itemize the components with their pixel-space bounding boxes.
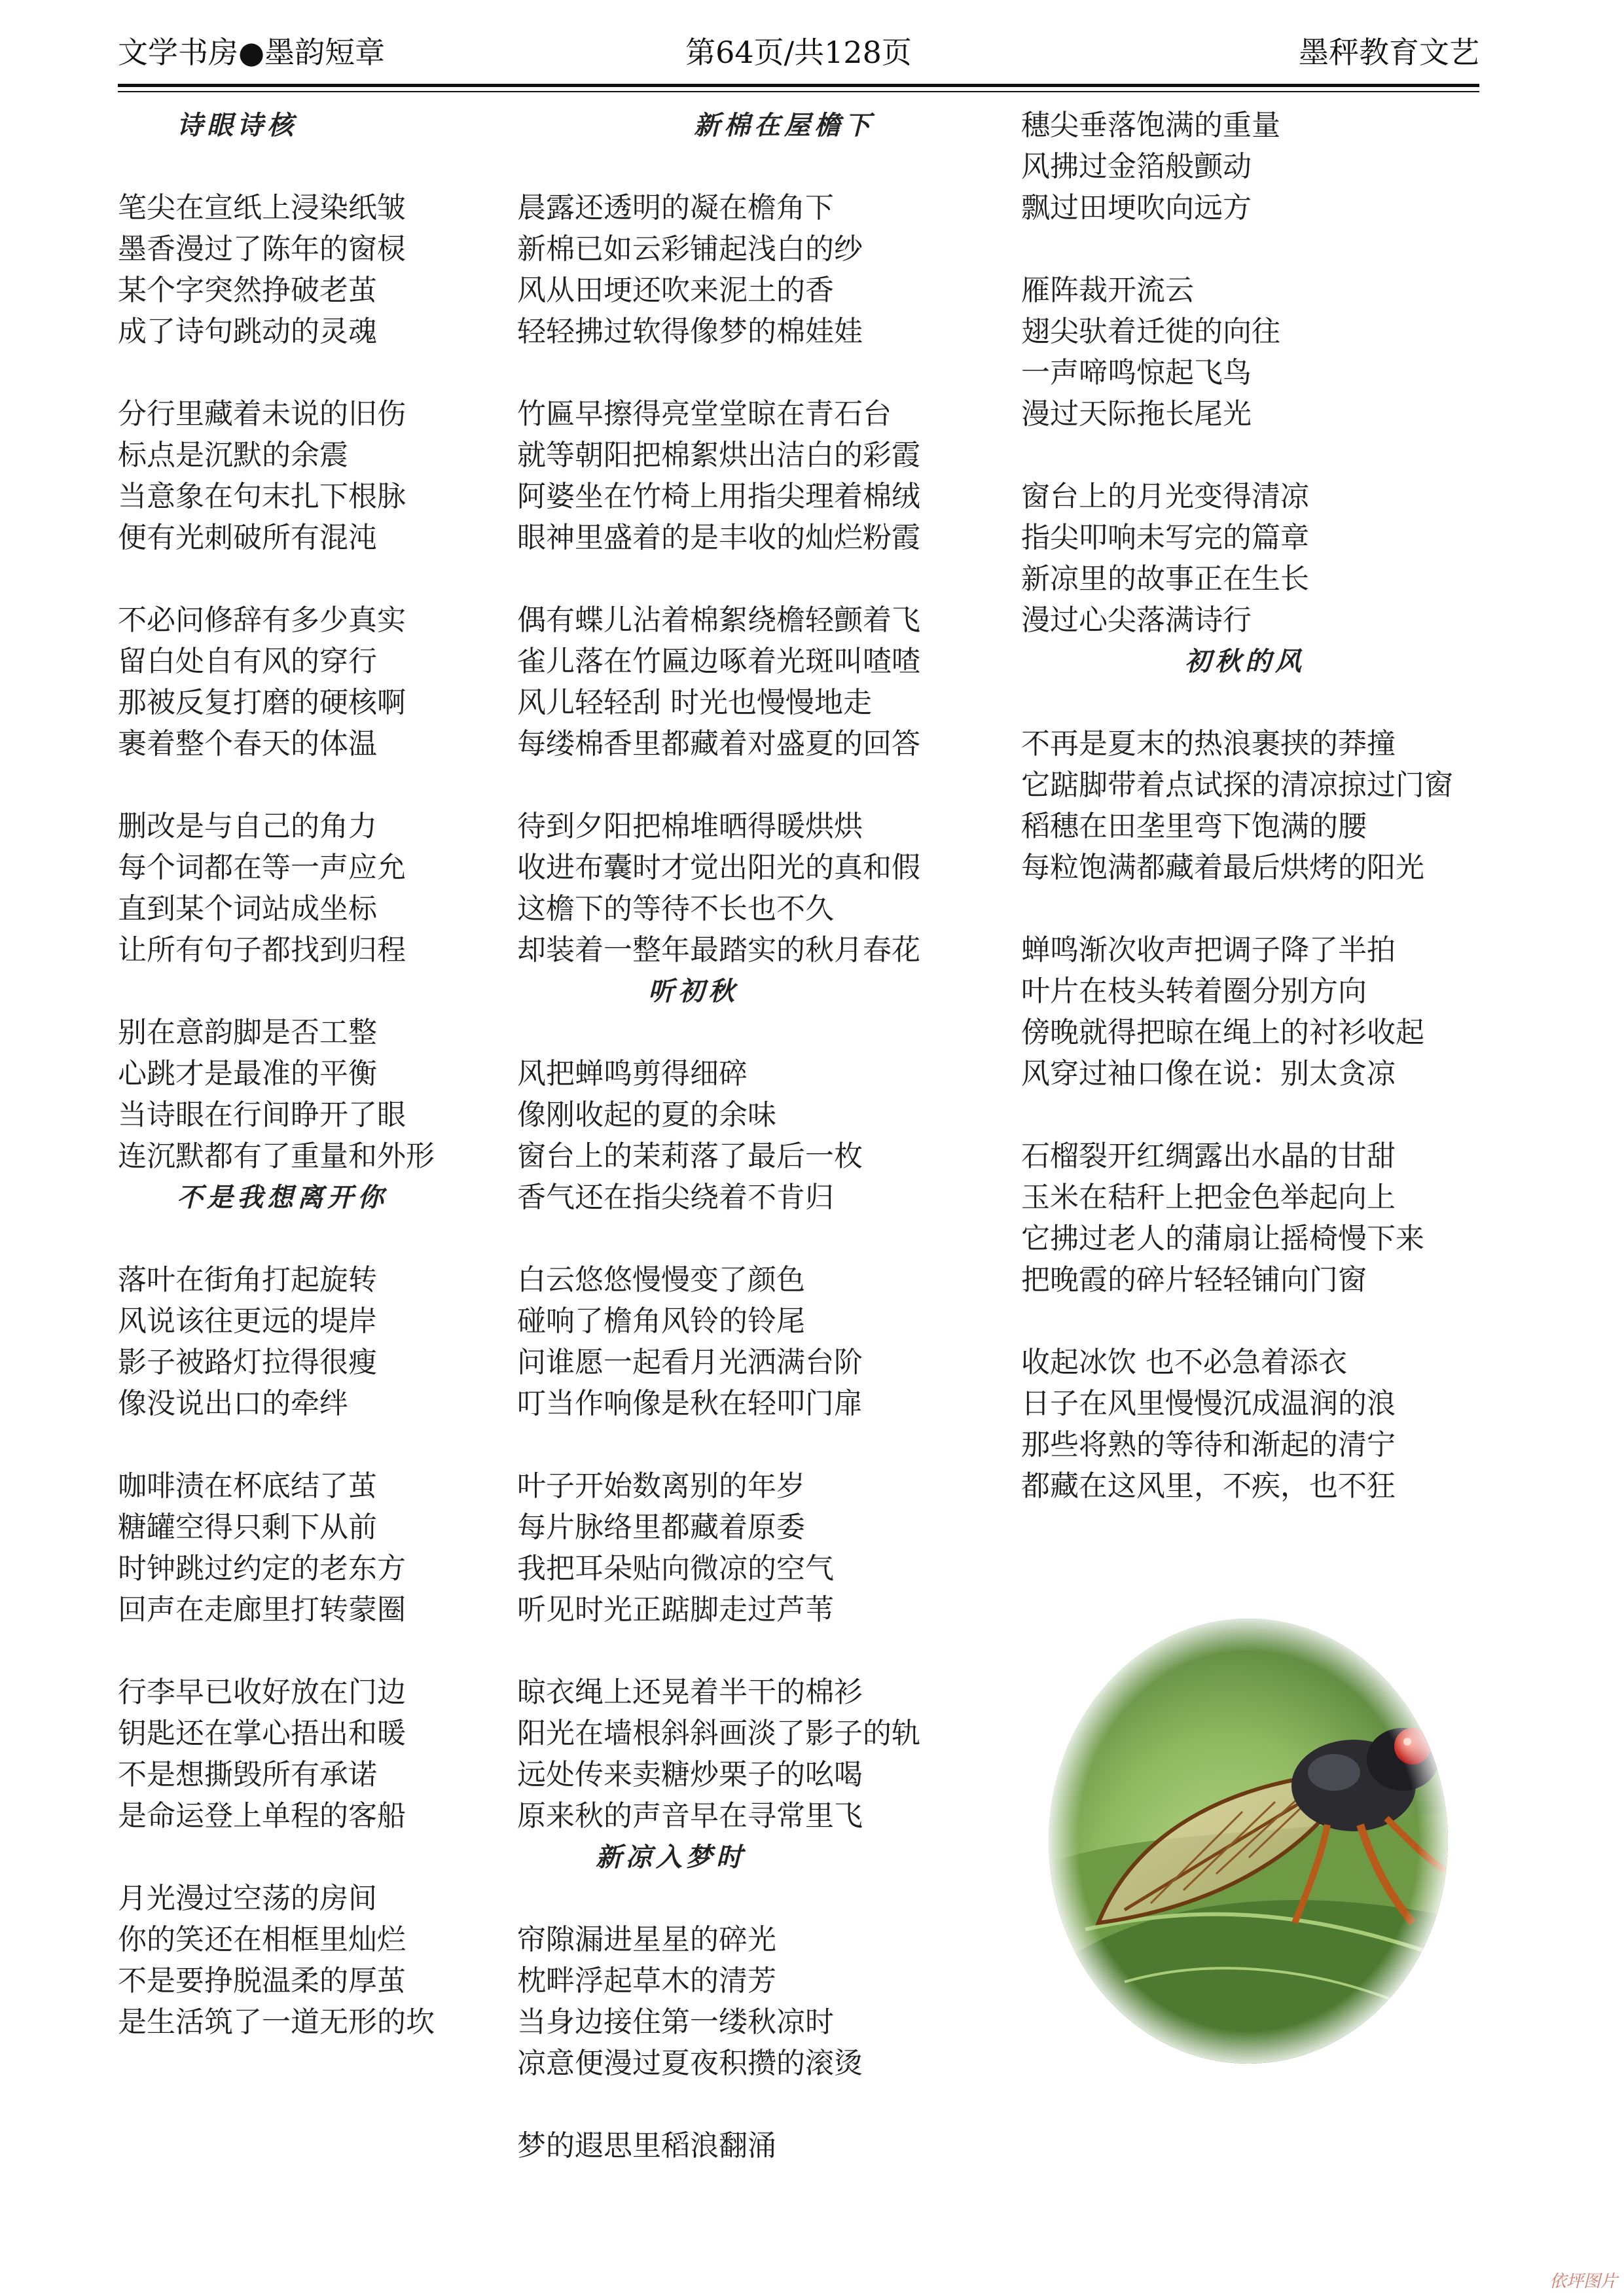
poem-line: 删改是与自己的角力 (118, 810, 377, 843)
poem-line: 那些将熟的等待和渐起的清宁 (1021, 1428, 1396, 1462)
poem-line: 是命运登上单程的客船 (118, 1799, 406, 1833)
poem-line: 风从田埂还吹来泥土的香 (517, 274, 834, 307)
stanza-gap (517, 1012, 1015, 1053)
stanza-gap (118, 146, 504, 187)
poem-line: 当诗眼在行间睁开了眼 (118, 1098, 406, 1132)
poem-line: 回声在走廊里打转蒙圈 (118, 1593, 406, 1626)
stanza-gap (517, 2084, 1015, 2125)
poem-line: 心跳才是最准的平衡 (118, 1057, 377, 1090)
poem-line: 凉意便漫过夏夜积攒的滚烫 (517, 2047, 863, 2080)
poem-line: 当意象在句末扎下根脉 (118, 480, 406, 513)
poem-line: 收起冰饮 也不必急着添衣 (1021, 1346, 1347, 1379)
poem-line: 蝉鸣渐次收声把调子降了半拍 (1021, 933, 1396, 967)
stanza-gap (118, 352, 504, 393)
stanza-gap (118, 1218, 504, 1259)
poem-line: 叮当作响像是秋在轻叩门扉 (517, 1387, 863, 1420)
poem-line: 影子被路灯拉得很瘦 (118, 1346, 377, 1379)
stanza-gap (1021, 1094, 1479, 1136)
poem-line: 时钟跳过约定的老东方 (118, 1552, 406, 1585)
stanza-gap (517, 558, 1015, 600)
stanza-gap (517, 1630, 1015, 1672)
stanza-gap (1021, 435, 1479, 476)
poem-line: 直到某个词站成坐标 (118, 892, 377, 925)
poem-line: 风儿轻轻刮 时光也慢慢地走 (517, 686, 872, 719)
poem-line: 钥匙还在掌心捂出和暖 (118, 1717, 406, 1750)
stanza-gap (1021, 888, 1479, 929)
poem-title: 诗眼诗核 (177, 110, 297, 141)
poem-line: 连沉默都有了重量和外形 (118, 1139, 435, 1173)
poem-line: 不是要挣脱温柔的厚茧 (118, 1964, 406, 1998)
stanza-gap (1021, 682, 1479, 723)
poem-line: 新棉已如云彩铺起浅白的纱 (517, 232, 863, 266)
poem-line: 待到夕阳把棉堆晒得暖烘烘 (517, 810, 863, 843)
poem-line: 听见时光正踮脚走过芦苇 (517, 1593, 834, 1626)
header-right: 墨秤教育文艺 (1299, 35, 1479, 70)
poem-line: 雀儿落在竹匾边啄着光斑叫喳喳 (517, 645, 920, 678)
poem-line: 轻轻拂过软得像梦的棉娃娃 (517, 315, 863, 348)
poem-line: 是生活筑了一道无形的坎 (118, 2005, 435, 2039)
poem-line: 帘隙漏进星星的碎光 (517, 1923, 776, 1956)
stanza-gap (517, 1424, 1015, 1465)
poem-line: 石榴裂开红绸露出水晶的甘甜 (1021, 1139, 1396, 1173)
stanza-gap (118, 764, 504, 806)
poem-title: 初秋的风 (1185, 646, 1305, 677)
poem-line: 你的笑还在相框里灿烂 (118, 1923, 406, 1956)
poem-line: 行李早已收好放在门边 (118, 1676, 406, 1709)
poem-line: 它拂过老人的蒲扇让摇椅慢下来 (1021, 1222, 1424, 1255)
stanza-gap (517, 764, 1015, 806)
poem-line: 偶有蝶儿沾着棉絮绕檐轻颤着飞 (517, 603, 920, 637)
poem-line: 阳光在墙根斜斜画淡了影子的轨 (517, 1717, 920, 1750)
poem-line: 不是想撕毁所有承诺 (118, 1758, 377, 1791)
poem-line: 叶片在枝头转着圈分别方向 (1021, 975, 1367, 1008)
header-left: 文学书房●墨韵短章 (118, 35, 386, 70)
poem-title: 不是我想离开你 (177, 1182, 388, 1213)
poem-line: 窗台上的月光变得清凉 (1021, 480, 1309, 513)
stanza-gap (118, 971, 504, 1012)
poem-line: 每缕棉香里都藏着对盛夏的回答 (517, 727, 920, 761)
poem-line: 当身边接住第一缕秋凉时 (517, 2005, 834, 2039)
poem-line: 新凉里的故事正在生长 (1021, 562, 1309, 596)
poem-line: 飘过田埂吹向远方 (1021, 191, 1252, 224)
poem-line: 风说该往更远的堤岸 (118, 1304, 377, 1338)
poem-line: 风把蝉鸣剪得细碎 (517, 1057, 748, 1090)
poem-line: 每片脉络里都藏着原委 (517, 1511, 805, 1544)
stanza-gap (1021, 1300, 1479, 1342)
header-rule-thick (118, 84, 1479, 87)
poem-title: 新棉在屋檐下 (694, 110, 875, 141)
poem-line: 指尖叩响未写完的篇章 (1021, 521, 1309, 554)
stanza-gap (517, 1878, 1015, 1919)
poem-line: 碰响了檐角风铃的铃尾 (517, 1304, 805, 1338)
column-left (118, 105, 504, 2043)
poem-line: 这檐下的等待不长也不久 (517, 892, 834, 925)
poem-line: 让所有句子都找到归程 (118, 933, 406, 967)
poem-line: 漫过天际拖长尾光 (1021, 397, 1252, 431)
poem-line: 原来秋的声音早在寻常里飞 (517, 1799, 863, 1833)
header-rule-thin (118, 91, 1479, 92)
poem-line: 风穿过袖口像在说：别太贪凉 (1021, 1057, 1396, 1090)
poem-line: 晨露还透明的凝在檐角下 (517, 191, 834, 224)
poem-line: 穗尖垂落饱满的重量 (1021, 109, 1280, 142)
poem-line: 竹匾早擦得亮堂堂晾在青石台 (517, 397, 892, 431)
poem-line: 墨香漫过了陈年的窗棂 (118, 232, 406, 266)
poem-line: 窗台上的茉莉落了最后一枚 (517, 1139, 863, 1173)
poem-line: 它踮脚带着点试探的清凉掠过门窗 (1021, 768, 1453, 802)
poem-line: 糖罐空得只剩下从前 (118, 1511, 377, 1544)
stanza-gap (517, 352, 1015, 393)
poem-line: 月光漫过空荡的房间 (118, 1882, 377, 1915)
poem-line: 远处传来卖糖炒栗子的吆喝 (517, 1758, 863, 1791)
poem-line: 像刚收起的夏的余味 (517, 1098, 776, 1132)
poem-title: 听初秋 (648, 976, 738, 1007)
page-header (118, 29, 1479, 81)
stanza-gap (118, 558, 504, 600)
poem-line: 落叶在街角打起旋转 (118, 1263, 377, 1297)
poem-line: 留白处自有风的穿行 (118, 645, 377, 678)
poem-line: 分行里藏着未说的旧伤 (118, 397, 406, 431)
poem-line: 某个字突然挣破老茧 (118, 274, 377, 307)
poem-line: 就等朝阳把棉絮烘出洁白的彩霞 (517, 439, 920, 472)
poem-line: 便有光刺破所有混沌 (118, 521, 377, 554)
poem-line: 漫过心尖落满诗行 (1021, 603, 1252, 637)
poem-line: 每粒饱满都藏着最后烘烤的阳光 (1021, 851, 1424, 884)
stanza-gap (1021, 228, 1479, 270)
poem-line: 像没说出口的牵绊 (118, 1387, 348, 1420)
poem-line: 香气还在指尖绕着不肯归 (517, 1181, 834, 1214)
poem-line: 梦的遐思里稻浪翻涌 (517, 2129, 776, 2162)
poem-line: 玉米在秸秆上把金色举起向上 (1021, 1181, 1396, 1214)
poem-line: 却装着一整年最踏实的秋月春花 (517, 933, 920, 967)
poem-line: 不必问修辞有多少真实 (118, 603, 406, 637)
poem-line: 傍晚就得把晾在绳上的衬衫收起 (1021, 1016, 1424, 1049)
stanza-gap (517, 1218, 1015, 1259)
poem-line: 晾衣绳上还晃着半干的棉衫 (517, 1676, 863, 1709)
poem-line: 我把耳朵贴向微凉的空气 (517, 1552, 834, 1585)
poem-line: 那被反复打磨的硬核啊 (118, 686, 406, 719)
poem-line: 阿婆坐在竹椅上用指尖理着棉绒 (517, 480, 920, 513)
poem-line: 标点是沉默的余震 (118, 439, 348, 472)
poem-line: 白云悠悠慢慢变了颜色 (517, 1263, 805, 1297)
stanza-gap (118, 1424, 504, 1465)
poem-line: 枕畔浮起草木的清芳 (517, 1964, 776, 1998)
poem-line: 问谁愿一起看月光洒满台阶 (517, 1346, 863, 1379)
poem-line: 叶子开始数离别的年岁 (517, 1469, 805, 1503)
poem-line: 雁阵裁开流云 (1021, 274, 1194, 307)
page-number: 第64页/共128页 (685, 35, 912, 70)
poem-line: 笔尖在宣纸上浸染纸皱 (118, 191, 406, 224)
poem-line: 不再是夏末的热浪裹挟的莽撞 (1021, 727, 1396, 761)
poem-title: 新凉入梦时 (596, 1842, 746, 1873)
poem-line: 风拂过金箔般颤动 (1021, 150, 1252, 183)
cicada-photo (1046, 1615, 1451, 2067)
column-middle (517, 105, 1015, 2166)
poem-line: 眼神里盛着的是丰收的灿烂粉霞 (517, 521, 920, 554)
poem-line: 稻穗在田垄里弯下饱满的腰 (1021, 810, 1367, 843)
poem-line: 收进布囊时才觉出阳光的真和假 (517, 851, 920, 884)
poem-line: 咖啡渍在杯底结了茧 (118, 1469, 377, 1503)
poem-line: 成了诗句跳动的灵魂 (118, 315, 377, 348)
poem-line: 日子在风里慢慢沉成温润的浪 (1021, 1387, 1396, 1420)
poem-line: 每个词都在等一声应允 (118, 851, 406, 884)
poem-line: 翅尖驮着迁徙的向往 (1021, 315, 1280, 348)
column-right (1021, 105, 1479, 1507)
stanza-gap (118, 1837, 504, 1878)
watermark: 依坪图片 (1549, 2272, 1617, 2291)
poem-line: 把晚霞的碎片轻轻铺向门窗 (1021, 1263, 1367, 1297)
poem-line: 别在意韵脚是否工整 (118, 1016, 377, 1049)
stanza-gap (118, 1630, 504, 1672)
poem-line: 一声啼鸣惊起飞鸟 (1021, 356, 1252, 389)
poem-line: 裹着整个春天的体温 (118, 727, 377, 761)
stanza-gap (517, 146, 1015, 187)
poem-line: 都藏在这风里，不疾，也不狂 (1021, 1469, 1396, 1503)
